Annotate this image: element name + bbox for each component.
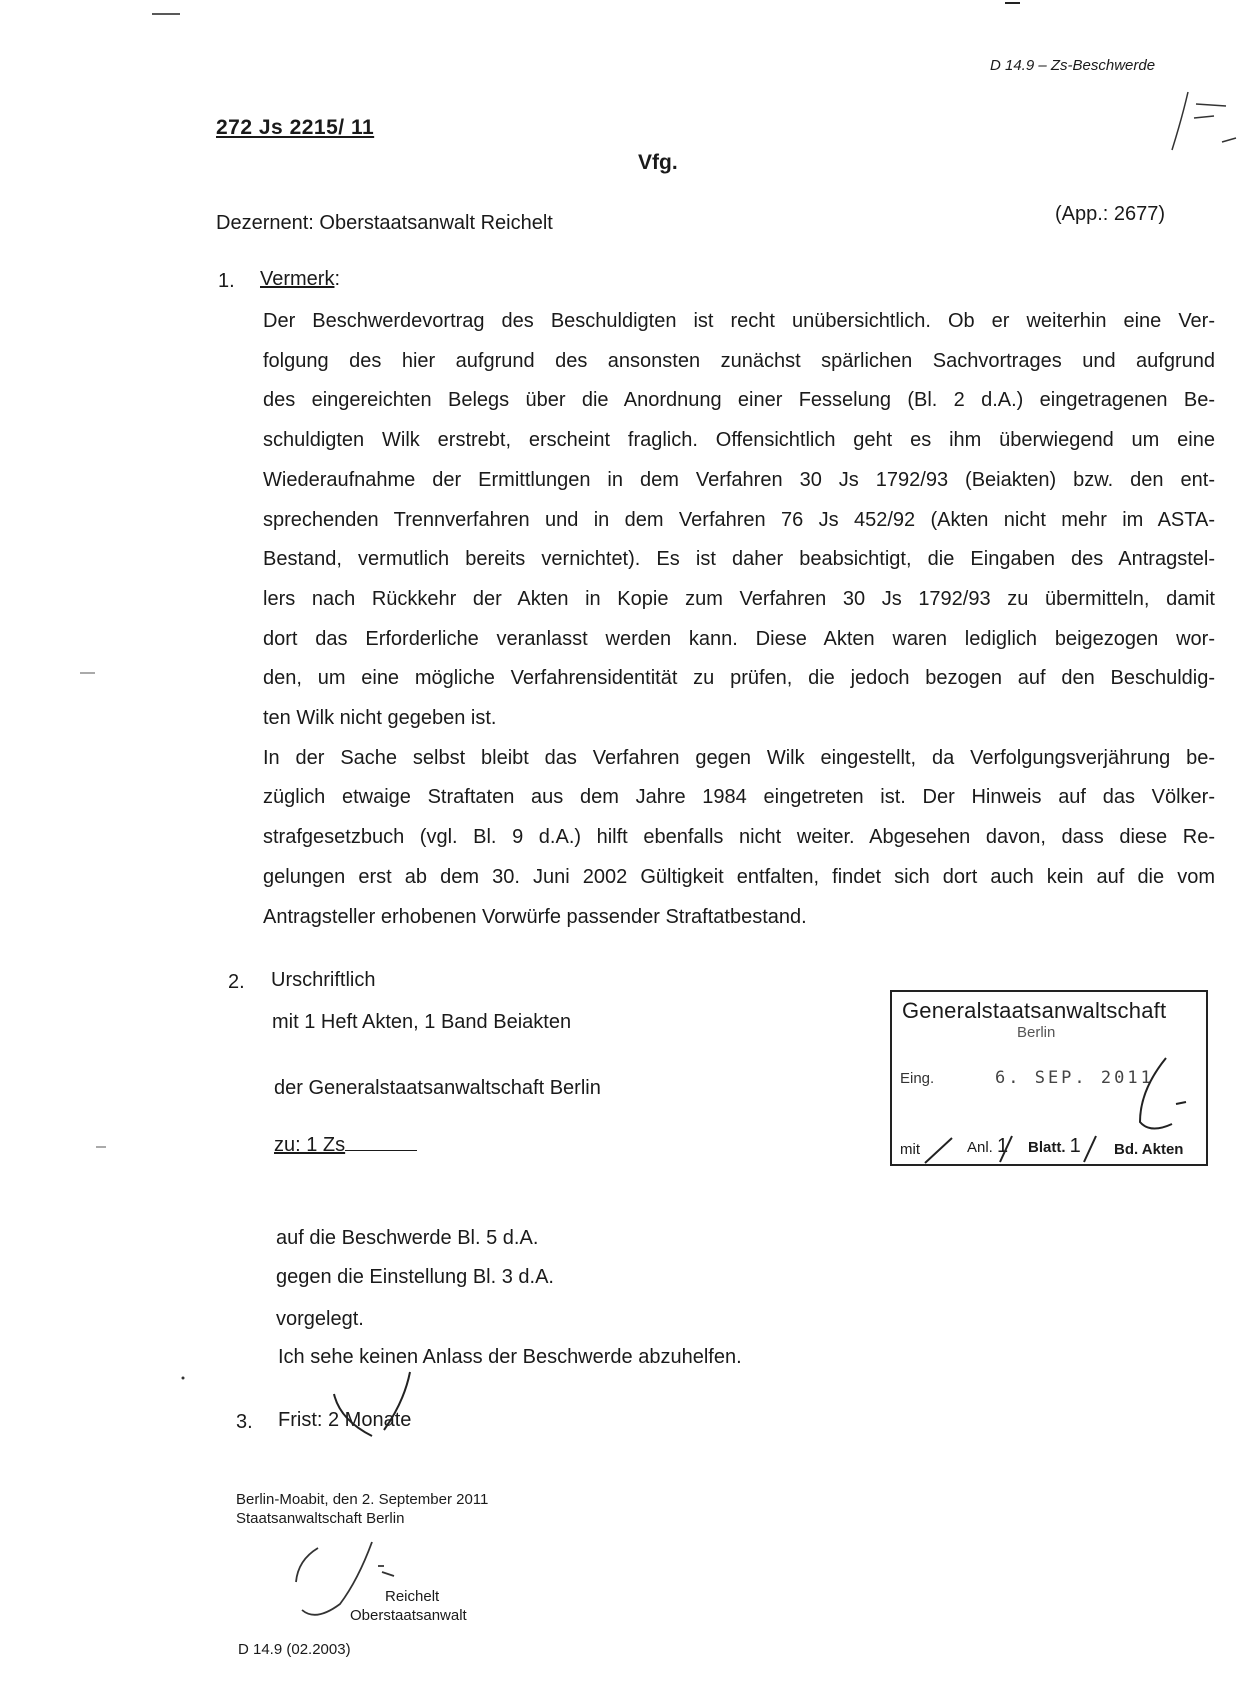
item2-line: Ich sehe keinen Anlass der Beschwerde abzuhelfen. <box>278 1346 742 1368</box>
item2-recipient: der Generalstaatsanwaltschaft Berlin <box>274 1077 601 1099</box>
signer-name: Reichelt <box>385 1588 440 1605</box>
item1-heading-text: Vermerk <box>260 268 335 290</box>
stamp-title: Generalstaatsanwaltschaft <box>902 998 1167 1023</box>
item2-line: auf die Beschwerde Bl. 5 d.A. <box>276 1227 539 1249</box>
stamp-attachments-count: 1 <box>997 1135 1009 1157</box>
vermerk-line: lers nach Rückkehr der Akten in Kopie zum Verfahren 30 Js 1792/93 zu übermitteln, damit <box>263 587 1215 610</box>
vermerk-line: den, um eine mögliche Verfahrensidentität zu prüfen, die jedoch bezogen auf den Beschuldig- <box>263 667 1215 690</box>
item2-reference-text: zu: 1 Zs <box>274 1134 346 1156</box>
vermerk-line: züglich etwaige Straftaten aus dem Jahre 1984 eingetreten ist. Der Hinweis auf das Völker- <box>263 786 1215 809</box>
item2-line: gegen die Einstellung Bl. 3 d.A. <box>276 1266 554 1288</box>
vermerk-line: Der Beschwerdevortrag des Beschuldigten ist recht unübersichtlich. Ob er weiterhin eine Ver- <box>263 310 1215 332</box>
stamp-slashes <box>925 1136 1096 1163</box>
stamp-initials <box>1140 1058 1186 1129</box>
stamp-received-label: Eing. <box>900 1070 935 1087</box>
item2-heading: Urschriftlich <box>271 969 376 991</box>
stamp-sheets-count: 1 <box>1069 1135 1081 1157</box>
item2-attachments: mit 1 Heft Akten, 1 Band Beiakten <box>272 1011 572 1033</box>
dezernent-line: Dezernent: Oberstaatsanwalt Reichelt <box>216 212 553 234</box>
vermerk-line: schuldigten Wilk erstrebt, erscheint fraglich. Offensichtlich geht es ihm überwiegend um eine <box>263 429 1215 452</box>
item3-number: 3. <box>236 1411 253 1433</box>
vermerk-line: Bestand, vermutlich bereits vernichtet). Es ist daher beabsichtigt, die Eingaben des Antragstel- <box>263 548 1215 571</box>
stamp-sheets-label: Blatt. <box>1028 1139 1066 1156</box>
item2-number: 2. <box>228 971 245 993</box>
vermerk-line: strafgesetzbuch (vgl. Bl. 9 d.A.) hilft ebenfalls nicht weiter. Abgesehen davon, dass diese Re- <box>263 826 1215 849</box>
pen-mark-top-right <box>1172 92 1236 150</box>
vermerk-line: In der Sache selbst bleibt das Verfahren gegen Wilk eingestellt, da Verfolgungsverjährung be- <box>263 746 1215 769</box>
form-label: D 14.9 – Zs-Beschwerde <box>990 57 1156 74</box>
vermerk-line: ten Wilk nicht gegeben ist. <box>263 707 497 730</box>
item1-number: 1. <box>218 270 235 292</box>
correction-mark <box>334 1372 410 1436</box>
vermerk-line: folgung des hier aufgrund des ansonsten zunächst spärlichen Sachvortrages und aufgrund <box>263 349 1215 372</box>
footer-form-code: D 14.9 (02.2003) <box>238 1641 351 1658</box>
footer-office: Staatsanwaltschaft Berlin <box>236 1510 405 1527</box>
signer-title: Oberstaatsanwalt <box>350 1607 467 1624</box>
item1-heading-suffix: : <box>334 268 341 290</box>
stamp-received-date: 6. SEP. 2011 <box>995 1068 1154 1088</box>
page-title: Vfg. <box>638 151 678 174</box>
case-number: 272 Js 2215/ 11 <box>216 116 375 139</box>
vermerk-line: Antragsteller erhobenen Vorwürfe passender Straftatbestand. <box>263 905 807 928</box>
vermerk-line: gelungen erst ab dem 30. Juni 2002 Gültigkeit entfalten, findet sich dort auch kein auf die vom <box>263 865 1215 888</box>
vermerk-line: dort das Erforderliche veranlasst werden kann. Diese Akten waren lediglich beigezogen wor- <box>263 627 1215 650</box>
stamp-city: Berlin <box>1017 1024 1056 1041</box>
vermerk-line: des eingereichten Belegs über die Anordnung einer Fesselung (Bl. 2 d.A.) eingetragenen Be- <box>263 389 1215 412</box>
vermerk-line: Wiederaufnahme der Ermittlungen in dem Verfahren 30 Js 1792/93 (Beiakten) bzw. den ent- <box>263 468 1215 491</box>
stamp-files-label: Bd. Akten <box>1114 1141 1184 1158</box>
item3-text: Frist: 2 Monate <box>278 1409 412 1431</box>
scan-mark <box>182 1377 185 1380</box>
footer-place-date: Berlin-Moabit, den 2. September 2011 <box>236 1491 489 1508</box>
signature <box>296 1542 394 1615</box>
vermerk-line: sprechenden Trennverfahren und in dem Verfahren 76 Js 452/92 (Akten nicht mehr im ASTA- <box>263 508 1215 531</box>
stamp-with-label: mit <box>900 1141 920 1158</box>
app-number: (App.: 2677) <box>1055 203 1166 225</box>
item2-line: vorgelegt. <box>276 1308 364 1330</box>
stamp-attachments-label: Anl. <box>967 1139 993 1156</box>
